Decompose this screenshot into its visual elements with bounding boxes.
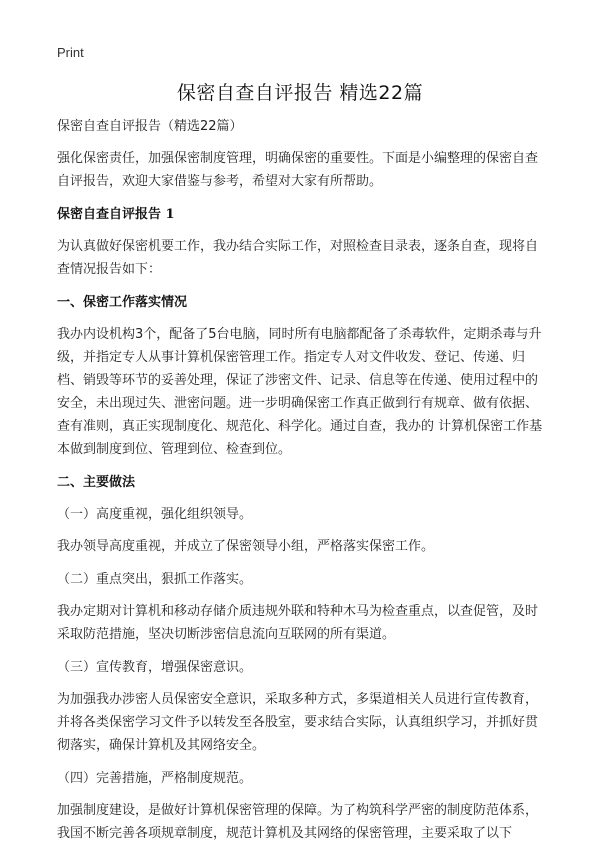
item-4-paragraph: 加强制度建设，是做好计算机保密管理的保障。为了构筑科学严密的制度防范体系，我国不断完善各项规章制度，规范计算机及其网络的保密管理，主要采取了以下 xyxy=(57,803,539,841)
print-label: Print xyxy=(57,45,84,60)
section-heading-1: 一、保密工作落实情况 xyxy=(57,295,188,310)
item-3-title: （三）宣传教育，增强保密意识。 xyxy=(57,660,253,675)
item-2-paragraph: 我办定期对计算机和移动存储介质违规外联和特种木马为检查重点，以查促管，及时采取防范措施，坚决切断涉密信息流向互联网的所有渠道。 xyxy=(57,604,539,642)
section-1-paragraph: 我办内设机构3个，配备了5台电脑，同时所有电脑都配备了杀毒软件，定期杀毒与升级，并指定专人从事计算机保密管理工作。指定专人对文件收发、登记、传递、归档、销毁等环节的妥善处理，保证了涉密文件、记录、信息等在传递、使用过程中的安全，未出现过失、泄密问题。进一步明确保密工作真正做到行有规章、做有依据、查有准则，真正实现制度化、规范化、科学化。通过自查，我办的 计算机保密工作基本做到制度到位、管理到位、检查到位。 xyxy=(57,327,543,457)
page-title: 保密自查自评报告 精选22篇 xyxy=(176,82,424,104)
item-4-title: （四）完善措施，严格制度规范。 xyxy=(57,771,253,786)
item-3-paragraph: 为加强我办涉密人员保密安全意识，采取多种方式，多渠道相关人员进行宣传教育，并将各类保密学习文件予以转发至各股室，要求结合实际，认真组织学习，并抓好贯彻落实，确保计算机及其网络安全。 xyxy=(57,692,539,753)
section-heading-2: 二、主要做法 xyxy=(57,475,136,490)
document-body xyxy=(57,115,547,855)
document-subtitle: 保密自查自评报告（精选22篇） xyxy=(57,119,243,134)
item-1-paragraph: 我办领导高度重视，并成立了保密领导小组，严格落实保密工作。 xyxy=(57,539,435,554)
item-1-title: （一）高度重视，强化组织领导。 xyxy=(57,507,253,522)
report-heading: 保密自查自评报告 1 xyxy=(57,207,175,222)
report-intro-paragraph: 为认真做好保密机要工作，我办结合实际工作，对照检查目录表，逐条自查，现将自查情况报告如下： xyxy=(57,239,539,277)
item-2-title: （二）重点突出，狠抓工作落实。 xyxy=(57,572,253,587)
intro-paragraph: 强化保密责任，加强保密制度管理，明确保密的重要性。下面是小编整理的保密自查自评报告，欢迎大家借鉴与参考，希望对大家有所帮助。 xyxy=(57,151,539,189)
